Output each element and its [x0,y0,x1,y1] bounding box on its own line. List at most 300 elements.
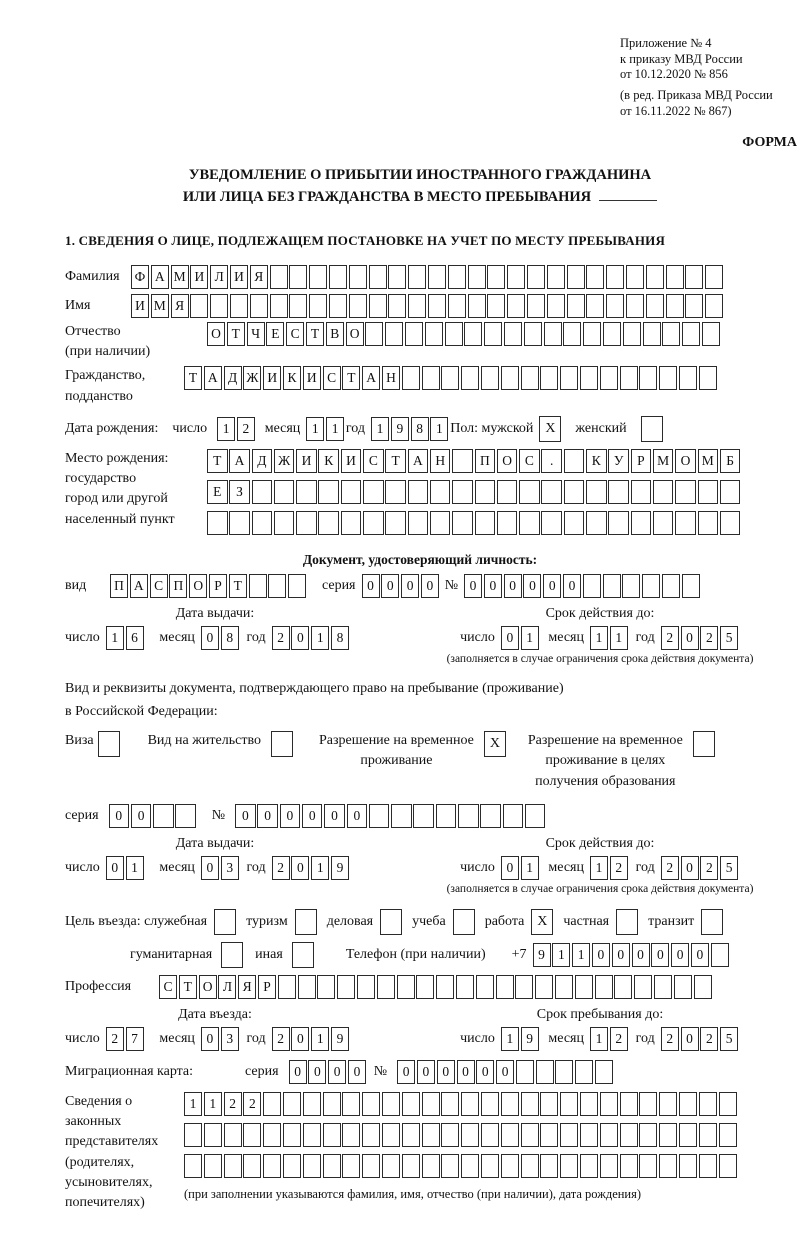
form-cell[interactable]: 0 [257,804,278,828]
form-cell[interactable] [422,366,440,390]
form-cell[interactable]: . [541,449,562,473]
form-cell[interactable] [674,975,692,999]
form-cell[interactable] [555,975,573,999]
form-cell[interactable] [365,322,383,346]
form-cell[interactable]: Ж [274,449,295,473]
form-cell[interactable] [519,480,540,504]
form-cell[interactable] [385,480,406,504]
form-cell[interactable] [501,1092,519,1116]
form-cell[interactable] [349,294,367,318]
form-cell[interactable] [620,366,638,390]
form-cell[interactable]: З [229,480,250,504]
form-cell[interactable] [461,1154,479,1178]
form-cell[interactable]: 2 [700,626,718,650]
form-cell[interactable] [377,975,395,999]
form-cell[interactable] [184,1123,202,1147]
form-cell[interactable] [385,511,406,535]
form-cell[interactable] [560,1154,578,1178]
form-cell[interactable]: 9 [331,1027,349,1051]
form-cell[interactable]: И [131,294,149,318]
purpose-private-checkbox[interactable] [616,909,638,935]
form-cell[interactable]: Ж [243,366,261,390]
form-cell[interactable] [653,480,674,504]
form-cell[interactable] [705,265,723,289]
form-cell[interactable] [278,975,296,999]
form-cell[interactable] [620,1123,638,1147]
form-cell[interactable] [653,511,674,535]
form-cell[interactable]: Д [252,449,273,473]
form-cell[interactable] [563,322,581,346]
form-cell[interactable]: 0 [504,574,522,598]
form-cell[interactable] [461,366,479,390]
form-cell[interactable]: 1 [521,626,539,650]
form-cell[interactable]: 0 [464,574,482,598]
form-cell[interactable] [682,322,700,346]
form-cell[interactable] [487,265,505,289]
form-cell[interactable]: 0 [347,804,368,828]
form-cell[interactable]: 8 [331,626,349,650]
form-cell[interactable]: Н [430,449,451,473]
purpose-tourism-checkbox[interactable] [295,909,317,935]
form-cell[interactable] [654,975,672,999]
form-cell[interactable]: 0 [543,574,561,598]
form-cell[interactable]: 0 [106,856,124,880]
form-cell[interactable]: 8 [411,417,429,441]
form-cell[interactable] [481,1092,499,1116]
form-cell[interactable]: 8 [221,626,239,650]
form-cell[interactable] [639,366,657,390]
temp-residence-edu-checkbox[interactable] [693,731,715,757]
form-cell[interactable]: 1 [311,856,329,880]
form-cell[interactable]: 1 [126,856,144,880]
form-cell[interactable]: С [286,322,304,346]
form-cell[interactable] [408,294,426,318]
form-cell[interactable]: К [283,366,301,390]
form-cell[interactable]: 2 [237,417,255,441]
form-cell[interactable] [527,265,545,289]
form-cell[interactable]: 0 [201,1027,219,1051]
purpose-official-checkbox[interactable] [214,909,236,935]
form-cell[interactable] [606,265,624,289]
form-cell[interactable] [620,1154,638,1178]
form-cell[interactable] [580,366,598,390]
form-cell[interactable] [679,1154,697,1178]
form-cell[interactable]: Д [224,366,242,390]
form-cell[interactable]: 0 [592,943,610,967]
form-cell[interactable] [468,294,486,318]
form-cell[interactable]: Р [258,975,276,999]
form-cell[interactable] [153,804,174,828]
purpose-study-checkbox[interactable] [453,909,475,935]
form-cell[interactable] [382,1154,400,1178]
purpose-other-checkbox[interactable] [292,942,314,968]
form-cell[interactable] [323,1154,341,1178]
form-cell[interactable] [699,1123,717,1147]
purpose-work-checkbox[interactable]: X [531,909,553,935]
form-cell[interactable]: 1 [106,626,124,650]
form-cell[interactable]: 0 [523,574,541,598]
form-cell[interactable] [679,1092,697,1116]
form-cell[interactable]: Я [238,975,256,999]
form-cell[interactable] [362,1123,380,1147]
form-cell[interactable]: Р [631,449,652,473]
form-cell[interactable] [464,322,482,346]
form-cell[interactable] [243,1123,261,1147]
form-cell[interactable]: 1 [572,943,590,967]
form-cell[interactable] [540,1123,558,1147]
form-cell[interactable] [329,265,347,289]
form-cell[interactable]: И [230,265,248,289]
form-cell[interactable] [622,574,640,598]
form-cell[interactable] [342,1154,360,1178]
form-cell[interactable] [441,1154,459,1178]
form-cell[interactable] [263,1123,281,1147]
form-cell[interactable] [382,1092,400,1116]
form-cell[interactable]: П [475,449,496,473]
form-cell[interactable]: 9 [521,1027,539,1051]
form-cell[interactable] [600,1154,618,1178]
form-cell[interactable]: А [229,449,250,473]
form-cell[interactable] [547,265,565,289]
form-cell[interactable]: С [519,449,540,473]
form-cell[interactable]: Р [209,574,227,598]
form-cell[interactable] [586,294,604,318]
form-cell[interactable] [190,294,208,318]
form-cell[interactable]: 3 [221,1027,239,1051]
form-cell[interactable] [620,1092,638,1116]
form-cell[interactable] [397,975,415,999]
form-cell[interactable] [694,975,712,999]
form-cell[interactable] [614,975,632,999]
form-cell[interactable]: 1 [590,626,608,650]
form-cell[interactable]: Л [218,975,236,999]
form-cell[interactable] [720,511,741,535]
form-cell[interactable] [430,511,451,535]
form-cell[interactable] [586,511,607,535]
form-cell[interactable]: И [296,449,317,473]
form-cell[interactable]: 5 [720,856,738,880]
form-cell[interactable] [659,366,677,390]
form-cell[interactable]: И [341,449,362,473]
form-cell[interactable] [388,294,406,318]
form-cell[interactable] [382,1123,400,1147]
form-cell[interactable] [560,1123,578,1147]
form-cell[interactable] [507,265,525,289]
form-cell[interactable] [586,480,607,504]
form-cell[interactable] [719,1092,737,1116]
form-cell[interactable]: 0 [280,804,301,828]
form-cell[interactable]: 3 [221,856,239,880]
form-cell[interactable] [270,265,288,289]
form-cell[interactable] [342,1092,360,1116]
form-cell[interactable] [342,1123,360,1147]
form-cell[interactable] [575,975,593,999]
form-cell[interactable] [527,294,545,318]
form-cell[interactable] [323,1123,341,1147]
form-cell[interactable]: Т [207,449,228,473]
form-cell[interactable]: 7 [126,1027,144,1051]
form-cell[interactable]: А [130,574,148,598]
form-cell[interactable] [639,1092,657,1116]
form-cell[interactable] [288,574,306,598]
form-cell[interactable] [699,366,717,390]
form-cell[interactable]: К [586,449,607,473]
form-cell[interactable] [224,1154,242,1178]
form-cell[interactable] [600,1092,618,1116]
form-cell[interactable]: 2 [224,1092,242,1116]
form-cell[interactable]: 0 [308,1060,326,1084]
form-cell[interactable] [497,511,518,535]
form-cell[interactable]: О [675,449,696,473]
form-cell[interactable]: 2 [610,856,628,880]
form-cell[interactable]: У [608,449,629,473]
form-cell[interactable] [608,511,629,535]
form-cell[interactable] [425,322,443,346]
form-cell[interactable] [503,804,524,828]
form-cell[interactable] [662,574,680,598]
form-cell[interactable] [303,1123,321,1147]
form-cell[interactable]: С [363,449,384,473]
form-cell[interactable] [659,1092,677,1116]
form-cell[interactable]: П [169,574,187,598]
purpose-humanitarian-checkbox[interactable] [221,942,243,968]
form-cell[interactable]: 0 [496,1060,514,1084]
form-cell[interactable]: 0 [291,856,309,880]
form-cell[interactable] [296,480,317,504]
form-cell[interactable] [481,366,499,390]
form-cell[interactable] [699,1092,717,1116]
form-cell[interactable]: 0 [235,804,256,828]
form-cell[interactable] [719,1123,737,1147]
form-cell[interactable]: 2 [661,626,679,650]
form-cell[interactable]: М [653,449,674,473]
form-cell[interactable]: И [263,366,281,390]
form-cell[interactable]: 1 [430,417,448,441]
form-cell[interactable] [626,265,644,289]
form-cell[interactable] [497,480,518,504]
form-cell[interactable] [428,294,446,318]
form-cell[interactable] [541,480,562,504]
form-cell[interactable] [675,480,696,504]
form-cell[interactable]: 0 [291,1027,309,1051]
form-cell[interactable] [639,1123,657,1147]
form-cell[interactable]: 0 [671,943,689,967]
form-cell[interactable]: 1 [590,1027,608,1051]
form-cell[interactable] [436,975,454,999]
form-cell[interactable]: 0 [484,574,502,598]
form-cell[interactable]: 0 [632,943,650,967]
form-cell[interactable]: 0 [612,943,630,967]
form-cell[interactable]: 2 [661,1027,679,1051]
form-cell[interactable]: 2 [272,626,290,650]
form-cell[interactable] [560,366,578,390]
form-cell[interactable] [679,1123,697,1147]
form-cell[interactable] [184,1154,202,1178]
form-cell[interactable] [362,1092,380,1116]
form-cell[interactable]: 0 [681,626,699,650]
form-cell[interactable] [481,1123,499,1147]
form-cell[interactable] [318,511,339,535]
form-cell[interactable]: 1 [311,626,329,650]
form-cell[interactable] [600,1123,618,1147]
form-cell[interactable] [329,294,347,318]
form-cell[interactable]: О [346,322,364,346]
form-cell[interactable]: 2 [610,1027,628,1051]
form-cell[interactable] [357,975,375,999]
form-cell[interactable] [317,975,335,999]
form-cell[interactable]: 1 [184,1092,202,1116]
form-cell[interactable]: 0 [201,856,219,880]
form-cell[interactable] [408,480,429,504]
form-cell[interactable] [646,294,664,318]
form-cell[interactable] [204,1154,222,1178]
form-cell[interactable] [501,1123,519,1147]
form-cell[interactable] [481,1154,499,1178]
form-cell[interactable] [369,294,387,318]
form-cell[interactable] [402,1123,420,1147]
form-cell[interactable] [318,480,339,504]
form-cell[interactable] [675,511,696,535]
form-cell[interactable] [583,322,601,346]
form-cell[interactable] [504,322,522,346]
form-cell[interactable] [283,1154,301,1178]
form-cell[interactable] [586,265,604,289]
form-cell[interactable] [416,975,434,999]
form-cell[interactable]: 2 [272,1027,290,1051]
form-cell[interactable]: С [150,574,168,598]
form-cell[interactable] [274,511,295,535]
form-cell[interactable]: Ф [131,265,149,289]
form-cell[interactable] [422,1092,440,1116]
form-cell[interactable]: 0 [291,626,309,650]
form-cell[interactable] [547,294,565,318]
form-cell[interactable]: 0 [563,574,581,598]
form-cell[interactable] [458,804,479,828]
form-cell[interactable] [422,1154,440,1178]
form-cell[interactable] [263,1092,281,1116]
form-cell[interactable] [603,322,621,346]
form-cell[interactable]: 2 [700,1027,718,1051]
form-cell[interactable]: М [171,265,189,289]
form-cell[interactable]: 2 [272,856,290,880]
form-cell[interactable] [204,1123,222,1147]
form-cell[interactable]: 1 [552,943,570,967]
purpose-business-checkbox[interactable] [380,909,402,935]
form-cell[interactable] [521,1154,539,1178]
form-cell[interactable]: О [189,574,207,598]
form-cell[interactable] [662,322,680,346]
form-cell[interactable] [666,265,684,289]
form-cell[interactable] [705,294,723,318]
form-cell[interactable]: 9 [533,943,551,967]
form-cell[interactable] [456,975,474,999]
form-cell[interactable]: С [323,366,341,390]
form-cell[interactable] [521,1123,539,1147]
form-cell[interactable] [475,511,496,535]
form-cell[interactable] [507,294,525,318]
form-cell[interactable]: 2 [700,856,718,880]
form-cell[interactable] [298,975,316,999]
form-cell[interactable] [699,1154,717,1178]
form-cell[interactable]: 1 [590,856,608,880]
form-cell[interactable]: 1 [311,1027,329,1051]
form-cell[interactable]: 1 [217,417,235,441]
form-cell[interactable]: Т [385,449,406,473]
form-cell[interactable] [224,1123,242,1147]
form-cell[interactable] [544,322,562,346]
form-cell[interactable]: 0 [501,626,519,650]
form-cell[interactable] [646,265,664,289]
form-cell[interactable] [720,480,741,504]
form-cell[interactable]: 2 [661,856,679,880]
form-cell[interactable]: 0 [302,804,323,828]
form-cell[interactable]: И [303,366,321,390]
form-cell[interactable] [487,294,505,318]
form-cell[interactable] [519,511,540,535]
form-cell[interactable]: П [110,574,128,598]
form-cell[interactable] [659,1154,677,1178]
form-cell[interactable] [496,975,514,999]
form-cell[interactable] [369,804,390,828]
form-cell[interactable]: 1 [610,626,628,650]
form-cell[interactable]: 0 [348,1060,366,1084]
form-cell[interactable] [408,511,429,535]
form-cell[interactable]: 0 [457,1060,475,1084]
form-cell[interactable]: 1 [204,1092,222,1116]
form-cell[interactable] [476,975,494,999]
form-cell[interactable] [402,1092,420,1116]
form-cell[interactable]: 0 [691,943,709,967]
form-cell[interactable] [230,294,248,318]
form-cell[interactable]: 0 [397,1060,415,1084]
form-cell[interactable]: 0 [131,804,152,828]
form-cell[interactable] [388,265,406,289]
form-cell[interactable] [631,480,652,504]
form-cell[interactable]: К [318,449,339,473]
form-cell[interactable] [679,366,697,390]
form-cell[interactable] [270,294,288,318]
form-cell[interactable]: А [151,265,169,289]
form-cell[interactable] [289,294,307,318]
form-cell[interactable]: Б [720,449,741,473]
form-cell[interactable] [369,265,387,289]
form-cell[interactable]: А [362,366,380,390]
form-cell[interactable] [391,804,412,828]
form-cell[interactable] [564,511,585,535]
form-cell[interactable]: 0 [476,1060,494,1084]
form-cell[interactable] [422,1123,440,1147]
form-cell[interactable] [210,294,228,318]
form-cell[interactable] [567,294,585,318]
form-cell[interactable]: 0 [681,1027,699,1051]
form-cell[interactable] [309,294,327,318]
form-cell[interactable] [698,511,719,535]
form-cell[interactable] [441,366,459,390]
form-cell[interactable] [362,1154,380,1178]
form-cell[interactable]: Т [184,366,202,390]
form-cell[interactable]: 1 [371,417,389,441]
form-cell[interactable]: 0 [328,1060,346,1084]
form-cell[interactable]: А [204,366,222,390]
form-cell[interactable]: Я [171,294,189,318]
form-cell[interactable] [461,1092,479,1116]
form-cell[interactable]: В [326,322,344,346]
form-cell[interactable] [175,804,196,828]
form-cell[interactable] [268,574,286,598]
form-cell[interactable] [685,294,703,318]
form-cell[interactable] [525,804,546,828]
form-cell[interactable] [642,574,660,598]
